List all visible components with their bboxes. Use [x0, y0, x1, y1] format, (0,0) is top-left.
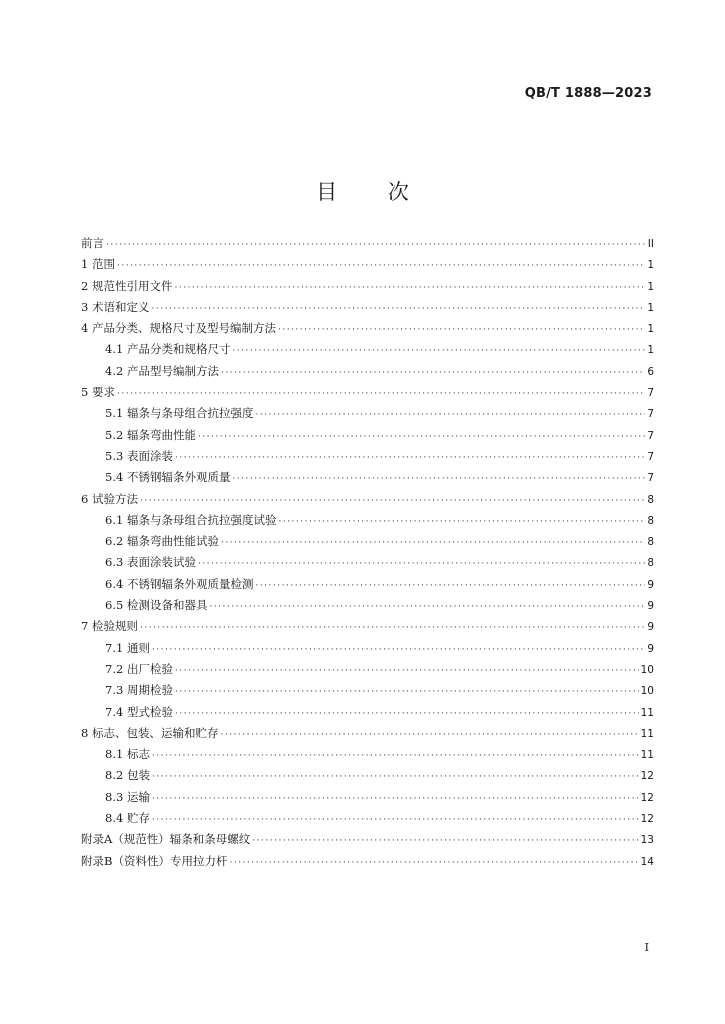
toc-leader-dots: [278, 512, 645, 533]
toc-entry-label: 6.1 辐条与条母组合抗拉强度试验: [105, 512, 277, 527]
toc-leader-dots: [152, 810, 639, 831]
toc-leader-dots: [152, 767, 639, 788]
toc-entry[interactable]: [81, 638, 654, 659]
toc-entry-page: 6: [647, 365, 654, 378]
toc-entry[interactable]: [81, 851, 654, 872]
toc-entry-label: 6 试验方法: [81, 491, 138, 506]
toc-leader-dots: [106, 235, 646, 256]
toc-entry-label: 7.1 通则: [105, 640, 150, 655]
toc-entry-label: 7 检验规则: [81, 619, 138, 634]
toc-entry-page: 1: [647, 344, 654, 357]
toc-entry-page: 8: [647, 514, 654, 527]
toc-entry[interactable]: [81, 339, 654, 360]
toc-entry-label: 5.3 表面涂装: [105, 448, 173, 463]
toc-entry-page: 14: [640, 855, 654, 868]
toc-leader-dots: [232, 469, 645, 490]
toc-entry[interactable]: [81, 489, 654, 510]
toc-leader-dots: [209, 597, 645, 618]
toc-entry-page: 13: [640, 834, 654, 847]
toc-entry-page: 7: [647, 450, 654, 463]
toc-entry-label: 8.1 标志: [105, 747, 150, 762]
toc-entry-label: 5.1 辐条与条母组合抗拉强度: [105, 406, 254, 421]
toc-entry[interactable]: [81, 702, 654, 723]
toc-entry[interactable]: [81, 616, 654, 637]
toc-entry-page: 11: [640, 749, 654, 762]
toc-entry[interactable]: [81, 403, 654, 424]
toc-entry[interactable]: [81, 382, 654, 403]
toc-entry-page: 11: [640, 706, 654, 719]
toc-leader-dots: [175, 661, 639, 682]
toc-entry[interactable]: [81, 829, 654, 850]
toc-leader-dots: [232, 341, 645, 362]
table-of-contents: [81, 233, 654, 872]
toc-leader-dots: [175, 704, 639, 725]
toc-entry[interactable]: [81, 510, 654, 531]
toc-entry-label: 5.2 辐条弯曲性能: [105, 427, 196, 442]
toc-entry[interactable]: [81, 680, 654, 701]
toc-entry-label: 附录A（规范性）辐条和条母螺纹: [81, 832, 251, 847]
toc-entry-label: 前言: [81, 236, 104, 250]
toc-entry-page: 7: [647, 429, 654, 442]
toc-entry-label: 6.5 检测设备和器具: [105, 598, 208, 613]
toc-entry-page: 9: [647, 600, 654, 613]
toc-entry[interactable]: [81, 595, 654, 616]
toc-entry[interactable]: [81, 744, 654, 765]
toc-entry-page: 12: [640, 770, 654, 783]
toc-entry[interactable]: [81, 808, 654, 829]
toc-entry[interactable]: [81, 787, 654, 808]
toc-entry-page: 9: [647, 621, 654, 634]
toc-leader-dots: [152, 640, 645, 661]
toc-entry-label: 6.2 辐条弯曲性能试验: [105, 534, 219, 549]
toc-entry[interactable]: [81, 467, 654, 488]
toc-entry-label: 5 要求: [81, 385, 115, 400]
toc-entry-page: 8: [647, 493, 654, 506]
toc-entry-label: 8.3 运输: [105, 789, 150, 804]
toc-entry-page: II: [647, 238, 654, 250]
toc-entry[interactable]: [81, 276, 654, 297]
toc-entry-page: 10: [640, 663, 654, 676]
toc-leader-dots: [140, 491, 645, 512]
toc-entry[interactable]: [81, 446, 654, 467]
toc-entry[interactable]: [81, 233, 654, 254]
toc-leader-dots: [117, 384, 645, 405]
toc-entry[interactable]: [81, 574, 654, 595]
toc-entry-page: 1: [647, 259, 654, 272]
toc-entry-label: 5.4 不锈钢辐条外观质量: [105, 470, 231, 485]
toc-entry[interactable]: [81, 552, 654, 573]
toc-entry-label: 3 术语和定义: [81, 299, 150, 314]
toc-entry-label: 4.2 产品型号编制方法: [105, 363, 219, 378]
toc-leader-dots: [198, 427, 645, 448]
toc-entry-page: 9: [647, 642, 654, 655]
toc-entry-label: 1 范围: [81, 257, 115, 272]
toc-entry-label: 8 标志、包装、运输和贮存: [81, 725, 219, 740]
toc-entry-label: 7.4 型式检验: [105, 704, 173, 719]
toc-entry-page: 1: [647, 280, 654, 293]
toc-leader-dots: [151, 299, 645, 320]
toc-entry[interactable]: [81, 531, 654, 552]
toc-entry-page: 7: [647, 387, 654, 400]
toc-entry-page: 1: [647, 323, 654, 336]
toc-leader-dots: [221, 363, 645, 384]
toc-entry[interactable]: [81, 361, 654, 382]
toc-entry-label: 8.4 贮存: [105, 811, 150, 826]
toc-leader-dots: [174, 278, 645, 299]
toc-leader-dots: [175, 448, 645, 469]
toc-entry-page: 12: [640, 813, 654, 826]
toc-entry-page: 8: [647, 536, 654, 549]
toc-entry-page: 9: [647, 578, 654, 591]
toc-entry[interactable]: [81, 297, 654, 318]
toc-entry[interactable]: [81, 425, 654, 446]
toc-leader-dots: [152, 746, 639, 767]
toc-leader-dots: [252, 831, 638, 852]
toc-entry-page: 12: [640, 791, 654, 804]
toc-entry-page: 7: [647, 472, 654, 485]
toc-entry-page: 10: [640, 685, 654, 698]
toc-leader-dots: [229, 853, 638, 874]
toc-leader-dots: [255, 576, 645, 597]
toc-leader-dots: [175, 682, 639, 703]
toc-entry-label: 2 规范性引用文件: [81, 278, 173, 293]
toc-leader-dots: [278, 320, 645, 341]
toc-entry-page: 1: [647, 301, 654, 314]
toc-entry-page: 8: [647, 557, 654, 570]
toc-leader-dots: [140, 618, 645, 639]
toc-leader-dots: [220, 725, 638, 746]
page-title: 目 次: [316, 180, 431, 204]
toc-entry-label: 4.1 产品分类和规格尺寸: [105, 342, 231, 357]
toc-entry[interactable]: [81, 659, 654, 680]
page-number: I: [644, 941, 649, 954]
toc-leader-dots: [152, 789, 639, 810]
toc-entry[interactable]: [81, 765, 654, 786]
toc-leader-dots: [117, 256, 645, 277]
standard-code: QB/T 1888—2023: [524, 86, 652, 101]
toc-entry-label: 6.3 表面涂装试验: [105, 555, 196, 570]
toc-entry-label: 4 产品分类、规格尺寸及型号编制方法: [81, 321, 276, 336]
toc-entry-label: 6.4 不锈钢辐条外观质量检测: [105, 576, 254, 591]
toc-entry-page: 7: [647, 408, 654, 421]
toc-leader-dots: [221, 533, 645, 554]
toc-entry[interactable]: [81, 318, 654, 339]
toc-entry-page: 11: [640, 727, 654, 740]
toc-leader-dots: [255, 405, 645, 426]
toc-entry[interactable]: [81, 723, 654, 744]
toc-entry-label: 附录B（资料性）专用拉力杆: [81, 853, 228, 868]
toc-entry-label: 7.3 周期检验: [105, 683, 173, 698]
toc-leader-dots: [198, 554, 645, 575]
toc-entry-label: 7.2 出厂检验: [105, 661, 173, 676]
toc-entry-label: 8.2 包装: [105, 768, 150, 783]
toc-entry[interactable]: [81, 254, 654, 275]
